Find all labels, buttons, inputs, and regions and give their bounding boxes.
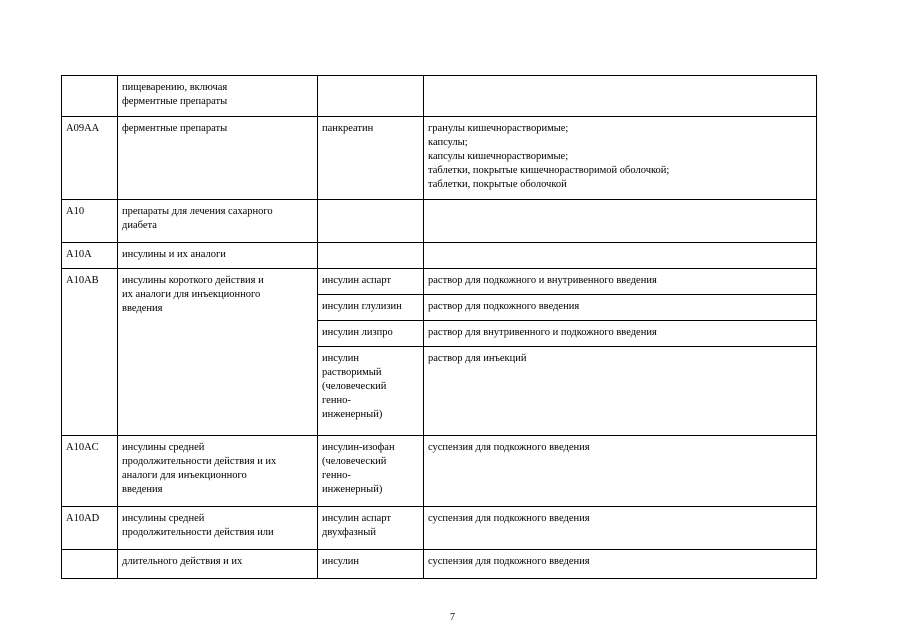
table-row xyxy=(62,507,817,550)
group-cell: инсулины средней продолжительности действия и их аналоги для инъекционного введения xyxy=(118,436,318,507)
drug-name-cell: инсулин растворимый (человеческий генно- инженерный) xyxy=(318,347,424,436)
drug-name-cell: инсулин-изофан (человеческий генно- инженерный) xyxy=(318,436,424,507)
dosage-form-cell xyxy=(424,76,817,117)
group-cell: инсулины средней продолжительности действия или xyxy=(118,507,318,550)
atc-code-cell: A10 xyxy=(62,200,118,243)
drug-name-cell: инсулин xyxy=(318,550,424,579)
table-row xyxy=(62,269,817,295)
drug-table xyxy=(61,75,817,579)
atc-code-cell xyxy=(62,76,118,117)
table-row xyxy=(62,243,817,269)
atc-code-cell: A10AB xyxy=(62,269,118,436)
dosage-form-cell: суспензия для подкожного введения xyxy=(424,550,817,579)
group-cell: инсулины короткого действия и их аналоги для инъекционного введения xyxy=(118,269,318,436)
group-cell: инсулины и их аналоги xyxy=(118,243,318,269)
table-row xyxy=(62,117,817,200)
group-cell: препараты для лечения сахарного диабета xyxy=(118,200,318,243)
group-cell: пищеварению, включая ферментные препараты xyxy=(118,76,318,117)
dosage-form-cell: суспензия для подкожного введения xyxy=(424,507,817,550)
drug-name-cell: инсулин аспарт двухфазный xyxy=(318,507,424,550)
atc-code-cell xyxy=(62,550,118,579)
drug-name-cell: инсулин глулизин xyxy=(318,295,424,321)
table-row xyxy=(62,550,817,579)
drug-name-cell xyxy=(318,76,424,117)
drug-name-cell: инсулин аспарт xyxy=(318,269,424,295)
atc-code-cell: A10AD xyxy=(62,507,118,550)
page-number: 7 xyxy=(450,612,455,623)
atc-code-cell: A10A xyxy=(62,243,118,269)
drug-name-cell: панкреатин xyxy=(318,117,424,200)
group-cell: длительного действия и их xyxy=(118,550,318,579)
dosage-form-cell xyxy=(424,243,817,269)
drug-name-cell: инсулин лизпро xyxy=(318,321,424,347)
atc-code-cell: A10AC xyxy=(62,436,118,507)
table-row xyxy=(62,436,817,507)
dosage-form-cell: раствор для инъекций xyxy=(424,347,817,436)
dosage-form-cell xyxy=(424,200,817,243)
dosage-form-cell: раствор для подкожного введения xyxy=(424,295,817,321)
table-row xyxy=(62,200,817,243)
atc-code-cell: A09AA xyxy=(62,117,118,200)
dosage-form-cell: раствор для внутривенного и подкожного введения xyxy=(424,321,817,347)
drug-name-cell xyxy=(318,243,424,269)
dosage-form-cell: раствор для подкожного и внутривенного введения xyxy=(424,269,817,295)
dosage-form-cell: гранулы кишечнорастворимые; капсулы; капсулы кишечнорастворимые; таблетки, покрытые кишечнорастворимой оболочкой; таблетки, покрытые оболочкой xyxy=(424,117,817,200)
dosage-form-cell: суспензия для подкожного введения xyxy=(424,436,817,507)
table-row xyxy=(62,76,817,117)
drug-name-cell xyxy=(318,200,424,243)
group-cell: ферментные препараты xyxy=(118,117,318,200)
